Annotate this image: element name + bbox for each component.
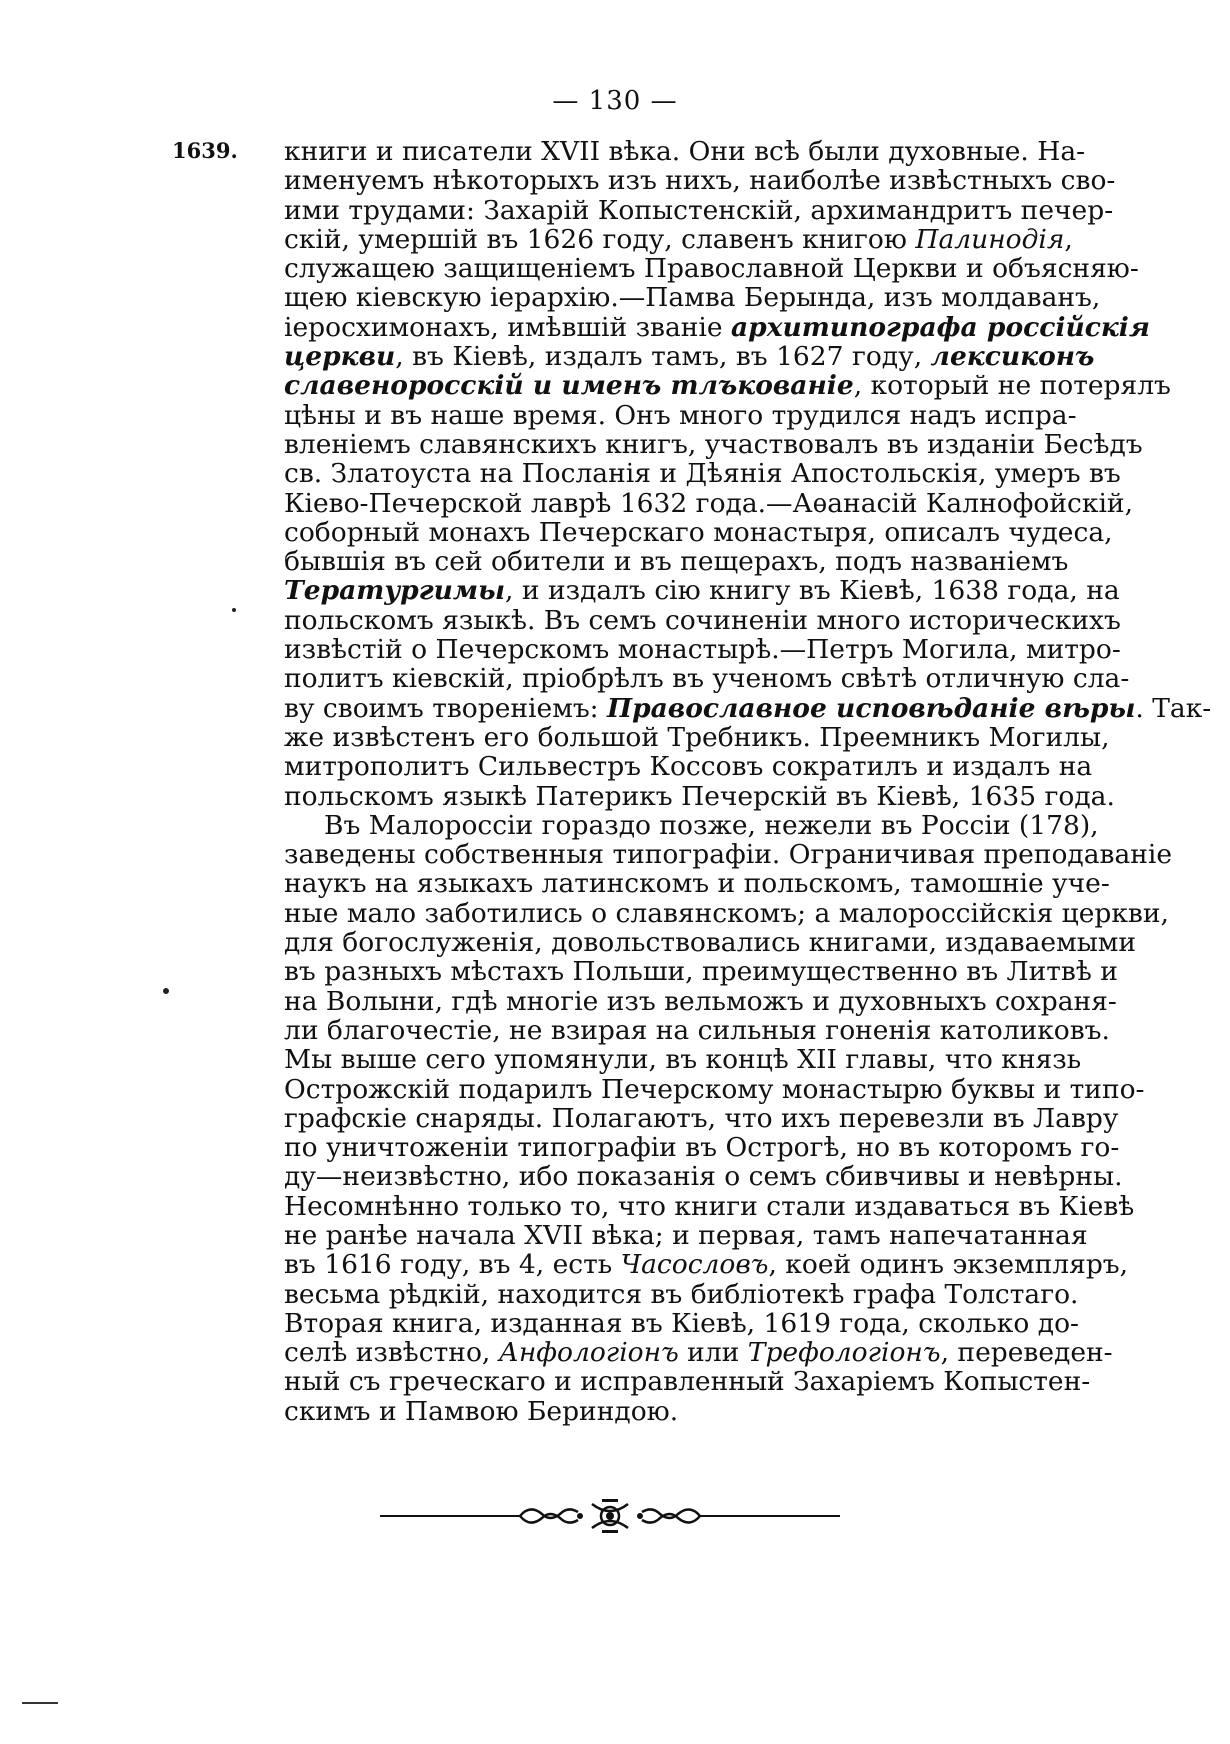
text-segment: ный съ греческаго и исправленный Захаріемъ Копыстен- xyxy=(284,1366,1091,1398)
italic-term: церкви xyxy=(284,341,396,373)
text-line xyxy=(284,751,1093,783)
text-line xyxy=(284,165,1116,197)
text-segment: или xyxy=(678,1337,748,1369)
text-segment: , и издалъ сію книгу въ Кіевѣ, 1638 года, на xyxy=(505,575,1120,607)
text-segment: скій, умершій въ 1626 году, славенъ книгою xyxy=(284,223,916,255)
text-line xyxy=(284,458,1121,490)
text-segment: ные мало заботились о славянскомъ; а малороссійскія церкви, xyxy=(284,897,1169,929)
text-segment: соборный монахъ Печерскаго монастыря, описалъ чудеса, xyxy=(284,516,1113,548)
text-segment: Несомнѣнно только то, что книги стали издаваться въ Кіевѣ xyxy=(284,1190,1135,1222)
italic-term: архитипографа россійскія xyxy=(731,311,1150,343)
text-segment: Кіево-Печерской лаврѣ 1632 года.—Аѳанасій Калнофойскій, xyxy=(284,487,1134,519)
text-segment: служащею защищеніемъ Православной Церкви и объясняю- xyxy=(284,253,1139,285)
text-segment: польскомъ языкѣ. Въ семъ сочиненіи много историческихъ xyxy=(284,604,1121,636)
text-line xyxy=(284,1190,1135,1222)
text-line xyxy=(284,399,1077,431)
text-segment: , переведен- xyxy=(940,1337,1113,1369)
text-segment: Вторая книга, изданная въ Кіевѣ, 1619 года, сколько до- xyxy=(284,1307,1079,1339)
margin-mark xyxy=(22,1702,58,1704)
text-line xyxy=(284,721,1110,753)
text-segment: , xyxy=(1064,223,1073,255)
text-line xyxy=(284,1219,1088,1251)
ornamental-divider xyxy=(380,1496,840,1536)
text-line xyxy=(284,868,1110,900)
text-segment: , который не потерялъ xyxy=(853,370,1171,402)
italic-term: славеноросскій и именъ тлъкованіе xyxy=(284,370,854,402)
text-line xyxy=(284,692,1212,724)
text-segment: . Так- xyxy=(1135,692,1212,724)
text-segment: ли благочестіе, не взирая на сильныя гоненія католиковъ. xyxy=(284,1014,1110,1046)
margin-mark xyxy=(232,608,236,612)
text-line xyxy=(284,282,1101,314)
text-line xyxy=(284,634,1121,666)
text-segment: Въ Малороссіи гораздо позже, нежели въ Россіи (178), xyxy=(324,809,1099,841)
text-line xyxy=(284,487,1134,519)
text-line xyxy=(284,1073,1145,1105)
text-line xyxy=(284,311,1150,343)
text-line xyxy=(284,1102,1119,1134)
margin-mark xyxy=(163,988,169,994)
text-line xyxy=(284,897,1169,929)
text-line xyxy=(284,370,1171,402)
text-segment: селѣ извѣстно, xyxy=(284,1337,499,1369)
text-line xyxy=(284,1014,1110,1046)
text-line xyxy=(284,428,1143,460)
text-segment: для богослуженія, довольствовались книгами, издаваемыми xyxy=(284,927,1137,959)
text-segment: именуемъ нѣкоторыхъ изъ нихъ, наиболѣе извѣстныхъ сво- xyxy=(284,165,1116,197)
text-segment: весьма рѣдкій, находится въ библіотекѣ графа Толстаго. xyxy=(284,1278,1079,1310)
text-segment: въ разныхъ мѣстахъ Польши, преимущественно въ Литвѣ и xyxy=(284,956,1118,988)
text-line xyxy=(284,546,1069,578)
text-segment: политъ кіевскій, пріобрѣлъ въ ученомъ свѣтѣ отличную сла- xyxy=(284,663,1130,695)
italic-term: Православное исповѣданіе вѣры xyxy=(607,692,1136,724)
text-line xyxy=(284,1366,1091,1398)
italic-term: Палинодія xyxy=(915,223,1065,255)
text-line xyxy=(284,1397,1054,1426)
text-line xyxy=(284,663,1130,695)
text-segment: бывшія въ сей обители и въ пещерахъ, подъ названіемъ xyxy=(284,546,1069,578)
text-segment: митрополитъ Сильвестръ Коссовъ сократилъ и издалъ на xyxy=(284,751,1093,783)
text-segment: іеросхимонахъ, имѣвшій званіе xyxy=(284,311,731,343)
text-line xyxy=(284,927,1137,959)
text-segment: наукъ на языкахъ латинскомъ и польскомъ, тамошніе уче- xyxy=(284,868,1110,900)
text-line xyxy=(284,516,1113,548)
italic-term: Тератургимы xyxy=(284,575,506,607)
text-line xyxy=(284,956,1118,988)
text-line xyxy=(284,1132,1120,1164)
body-text xyxy=(284,136,1212,1427)
italic-term: Анфологіонъ xyxy=(498,1337,679,1369)
italic-term: лексиконъ xyxy=(930,341,1095,373)
text-segment: ву своимъ твореніемъ: xyxy=(284,692,608,724)
text-segment: Мы выше сего упомянули, въ концѣ XII главы, что князь xyxy=(284,1044,1082,1076)
text-line xyxy=(284,194,1114,226)
text-segment: польскомъ языкѣ Патерикъ Печерскій въ Кіевѣ, 1635 года. xyxy=(284,780,1115,812)
text-segment: скимъ и Памвою Бериндою. xyxy=(284,1395,679,1427)
text-line xyxy=(284,985,1117,1017)
text-segment: по уничтоженіи типографіи въ Острогѣ, но въ которомъ го- xyxy=(284,1132,1120,1164)
text-line xyxy=(284,223,1073,255)
margin-year-note: 1639. xyxy=(172,138,238,163)
text-line xyxy=(284,1307,1079,1339)
text-segment: графскіе снаряды. Полагаютъ, что ихъ перевезли въ Лавру xyxy=(284,1102,1119,1134)
text-segment: ими трудами: Захарій Копыстенскій, архимандритъ печер- xyxy=(284,194,1114,226)
text-line xyxy=(284,780,1115,812)
text-line xyxy=(284,1249,1129,1281)
text-segment: же извѣстенъ его большой Требникъ. Преемникъ Могилы, xyxy=(284,721,1110,753)
text-line xyxy=(284,136,1086,167)
text-segment: книги и писатели XVII вѣка. Они всѣ были духовные. На- xyxy=(284,136,1086,167)
text-line xyxy=(284,839,1173,871)
text-segment: ду—неизвѣстно, ибо показанія о семъ сбивчивы и невѣрны. xyxy=(284,1161,1123,1193)
text-line xyxy=(284,253,1139,285)
text-segment: щею кіевскую іерархію.—Памва Берында, изъ молдаванъ, xyxy=(284,282,1101,314)
text-segment: Острожскій подарилъ Печерскому монастырю буквы и типо- xyxy=(284,1073,1145,1105)
text-line xyxy=(284,575,1120,607)
text-line xyxy=(284,1278,1079,1310)
text-line xyxy=(284,1161,1123,1193)
text-segment: св. Златоуста на Посланія и Дѣянія Апостольскія, умеръ въ xyxy=(284,458,1121,490)
text-segment: не ранѣе начала XVII вѣка; и первая, тамъ напечатанная xyxy=(284,1219,1088,1251)
page-number: — 130 — xyxy=(552,86,678,116)
text-segment: вленіемъ славянскихъ книгъ, участвовалъ въ изданіи Бесѣдъ xyxy=(284,428,1143,460)
text-segment: извѣстій о Печерскомъ монастырѣ.—Петръ Могила, митро- xyxy=(284,634,1121,666)
text-line xyxy=(284,1337,1113,1369)
text-segment: заведены собственныя типографіи. Ограничивая преподаваніе xyxy=(284,839,1173,871)
text-segment: цѣны и въ наше время. Онъ много трудился надъ испра- xyxy=(284,399,1077,431)
italic-term: Трефологіонъ xyxy=(747,1337,941,1369)
text-line xyxy=(284,341,1095,373)
text-line xyxy=(284,604,1121,636)
text-segment: на Волыни, гдѣ многіе изъ вельможъ и духовныхъ сохраня- xyxy=(284,985,1117,1017)
text-segment: , въ Кіевѣ, издалъ тамъ, въ 1627 году, xyxy=(395,341,931,373)
text-segment: въ 1616 году, въ 4, есть xyxy=(284,1249,621,1281)
text-segment: , коей одинъ экземпляръ, xyxy=(768,1249,1129,1281)
italic-term: Часословъ xyxy=(620,1249,769,1281)
text-line xyxy=(284,1044,1082,1076)
text-line xyxy=(284,809,1099,841)
